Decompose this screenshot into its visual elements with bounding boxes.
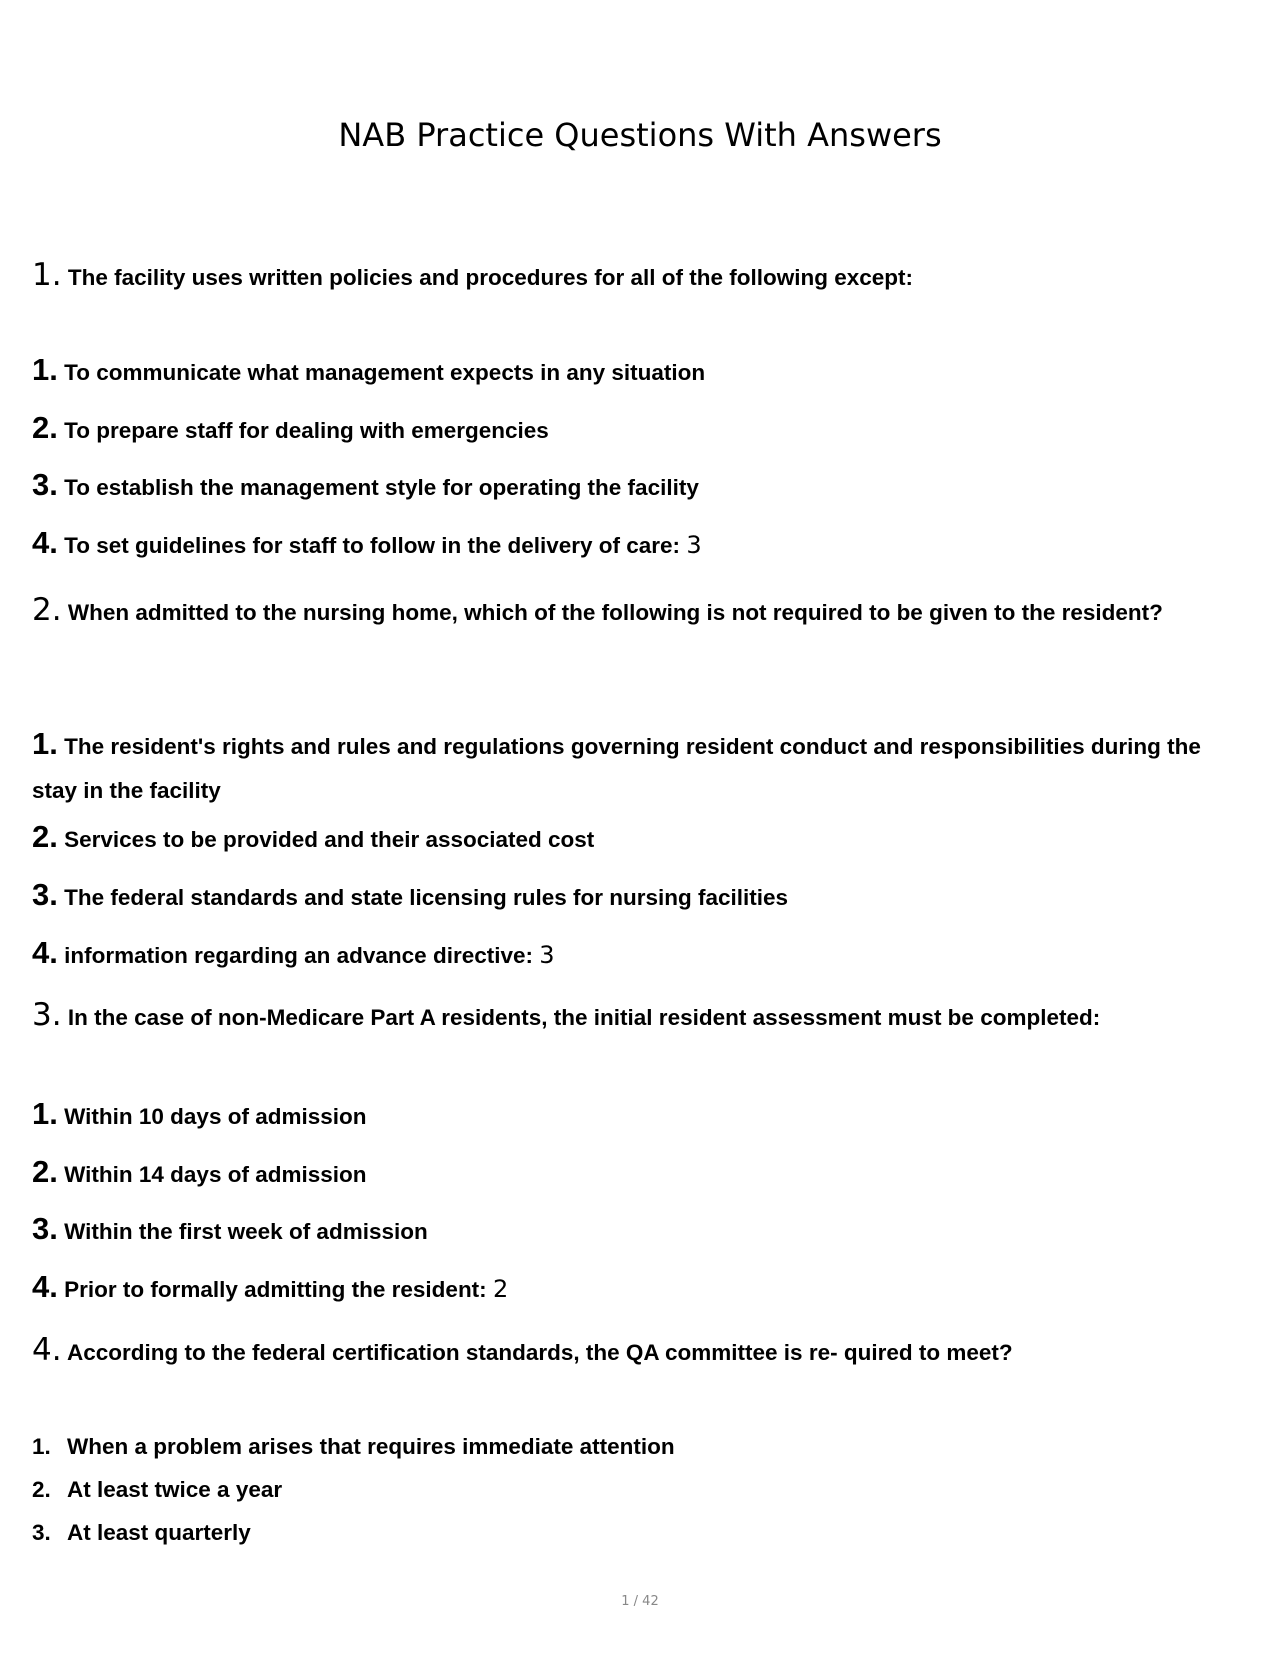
option-number: 1. <box>32 1434 51 1459</box>
question-3-option-4 <box>32 1263 1240 1314</box>
option-text: Within the first week of admission <box>64 1219 428 1244</box>
page-title: NAB Practice Questions With Answers <box>338 116 942 154</box>
option-number: 3. <box>32 467 58 502</box>
option-text: information regarding an advance directive: <box>64 943 533 968</box>
option-text: Within 14 days of admission <box>64 1162 367 1187</box>
option-number: 3. <box>32 1520 51 1545</box>
list-item <box>32 1468 675 1511</box>
question-1-option-4 <box>32 519 1240 570</box>
question-3-option-2 <box>32 1148 1240 1199</box>
option-number: 2. <box>32 819 58 854</box>
option-number: 3. <box>32 1211 58 1246</box>
option-number: 1. <box>32 1096 58 1131</box>
list-item <box>32 1511 675 1554</box>
question-number: 4. <box>32 1332 62 1368</box>
question-text: When admitted to the nursing home, which of the following is not required to be given to the resident? <box>67 600 1163 625</box>
option-text: When a problem arises that requires immediate attention <box>67 1434 675 1459</box>
question-3-option-1 <box>32 1090 1240 1141</box>
question-number: 1. <box>32 257 62 293</box>
question-number: 2. <box>32 592 62 628</box>
question-number: 3. <box>32 997 62 1033</box>
option-text: To communicate what management expects in any situation <box>64 360 706 385</box>
question-2-option-4 <box>32 929 1240 980</box>
option-number: 1. <box>32 726 58 761</box>
question-1-option-3 <box>32 461 1240 512</box>
option-number: 4. <box>32 525 58 560</box>
option-text: At least quarterly <box>67 1520 251 1545</box>
answer-value: 2 <box>492 1275 509 1303</box>
question-3 <box>32 991 1240 1042</box>
option-text: Services to be provided and their associated cost <box>64 827 595 852</box>
question-2-option-1 <box>32 722 1240 813</box>
option-text: Within 10 days of admission <box>64 1104 367 1129</box>
page-indicator: 1 / 42 <box>621 1594 659 1609</box>
question-2-option-3 <box>32 871 1240 922</box>
option-number: 1. <box>32 352 58 387</box>
option-number: 4. <box>32 1269 58 1304</box>
option-text: At least twice a year <box>67 1477 283 1502</box>
list-item <box>32 1425 675 1468</box>
answer-value: 3 <box>686 531 702 559</box>
option-text: Prior to formally admitting the resident: <box>64 1277 487 1302</box>
answer-value: 3 <box>539 941 555 969</box>
question-1-option-2 <box>32 404 1240 455</box>
question-text: According to the federal certification standards, the QA committee is re- quired to meet? <box>67 1340 1013 1365</box>
question-text: The facility uses written policies and procedures for all of the following except: <box>67 265 913 290</box>
question-1-option-1 <box>32 346 1240 397</box>
question-4-options <box>32 1425 675 1554</box>
option-text: To establish the management style for operating the facility <box>64 475 699 500</box>
option-number: 4. <box>32 935 58 970</box>
option-number: 2. <box>32 410 58 445</box>
option-text: The federal standards and state licensing rules for nursing facilities <box>64 885 789 910</box>
question-2-option-2 <box>32 813 1240 864</box>
option-text: To set guidelines for staff to follow in the delivery of care: <box>64 533 681 558</box>
option-text: To prepare staff for dealing with emergencies <box>64 418 549 443</box>
question-1 <box>32 251 1240 302</box>
option-text: The resident's rights and rules and regulations governing resident conduct and responsibilities during the stay in the facility <box>32 734 1201 803</box>
option-number: 2. <box>32 1477 51 1502</box>
question-text: In the case of non-Medicare Part A residents, the initial resident assessment must be completed: <box>67 1005 1101 1030</box>
option-number: 2. <box>32 1154 58 1189</box>
option-number: 3. <box>32 877 58 912</box>
question-4 <box>32 1326 1240 1377</box>
question-2 <box>32 586 1240 637</box>
question-3-option-3 <box>32 1205 1240 1256</box>
